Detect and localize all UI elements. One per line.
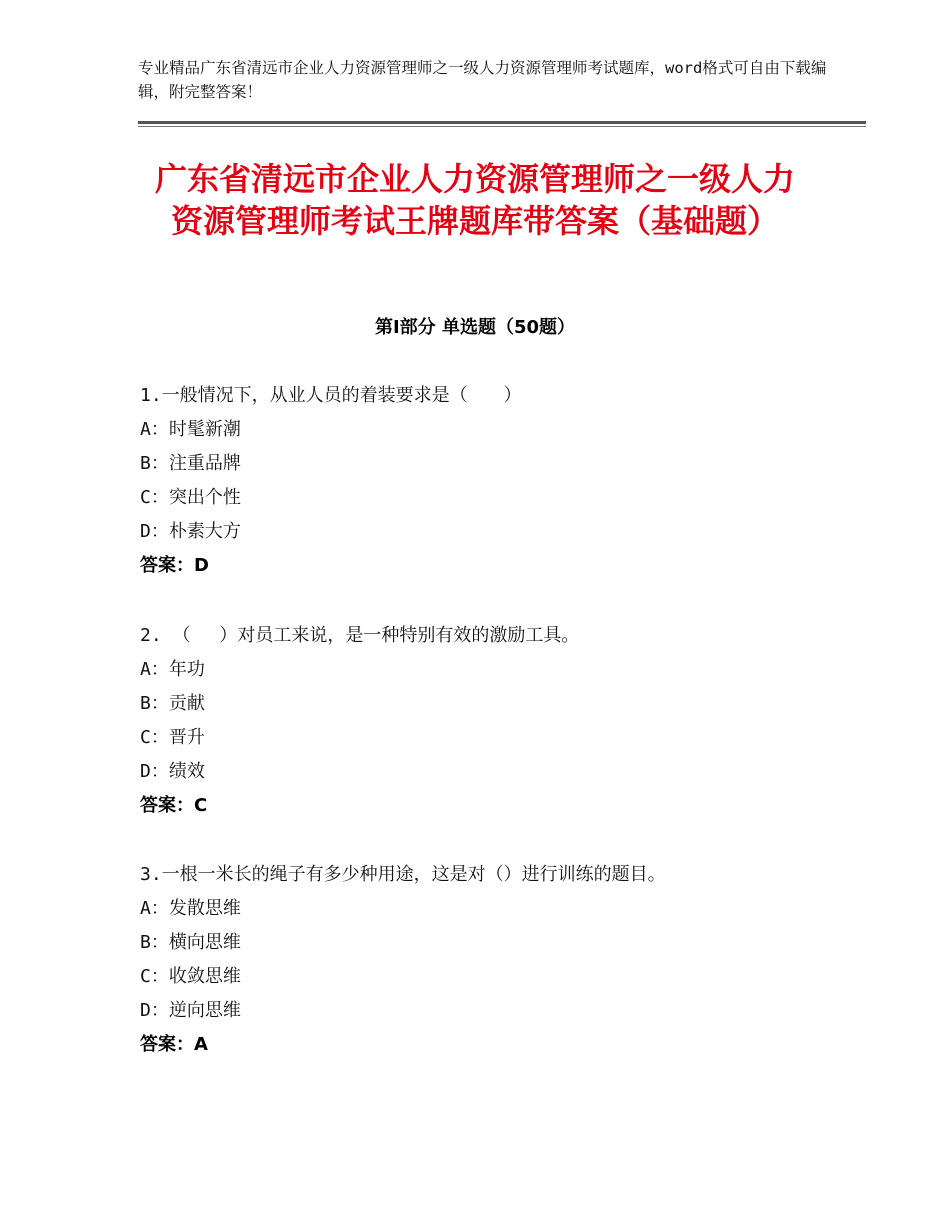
option-c: C：收敛思维: [140, 966, 241, 987]
option-b: B：贡献: [140, 693, 205, 714]
option-b: B：横向思维: [140, 932, 241, 953]
option-d: D：逆向思维: [140, 1000, 241, 1021]
question-2: [140, 619, 840, 823]
answer: 答案：C: [140, 795, 208, 816]
header-note: 专业精品广东省清远市企业人力资源管理师之一级人力资源管理师考试题库，word格式可自由下载编辑，附完整答案！: [138, 59, 827, 101]
option-c: C：突出个性: [140, 487, 241, 508]
question-stem: 2. （ ）对员工来说，是一种特别有效的激励工具。: [140, 625, 580, 646]
section-heading: 第Ⅰ部分 单选题（50题）: [374, 317, 575, 338]
option-a: A：年功: [140, 659, 205, 680]
option-b: B：注重品牌: [140, 453, 241, 474]
option-a: A：时髦新潮: [140, 419, 241, 440]
answer: 答案：A: [140, 1034, 208, 1055]
question-3: [140, 858, 840, 1062]
header-divider: [138, 121, 866, 127]
option-a: A：发散思维: [140, 898, 241, 919]
question-stem: 3.一根一米长的绳子有多少种用途，这是对（）进行训练的题目。: [140, 864, 666, 885]
answer: 答案：D: [140, 555, 209, 576]
question-1: [140, 379, 840, 583]
option-d: D：朴素大方: [140, 521, 241, 542]
document-title: 广东省清远市企业人力资源管理师之一级人力资源管理师考试王牌题库带答案（基础题）: [154, 160, 795, 240]
option-c: C：晋升: [140, 727, 205, 748]
question-stem: 1.一般情况下，从业人员的着装要求是（ ）: [140, 385, 522, 406]
option-d: D：绩效: [140, 761, 205, 782]
